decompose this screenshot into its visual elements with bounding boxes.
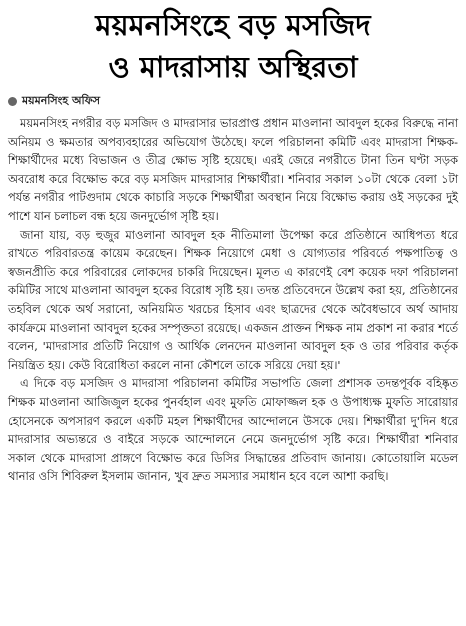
headline-line-1: ময়মনসিংহে বড় মসজিদ xyxy=(95,8,371,42)
byline-text: ময়মনসিংহ অফিস xyxy=(22,94,100,107)
headline xyxy=(8,4,458,88)
paragraph-3: এ দিকে বড় মসজিদ ও মাদরাসা পরিচালনা কমিটির সভাপতি জেলা প্রশাসক তদন্তপূর্বক বহিষ্কৃত শিক্ষক মাওলানা আজিজুল হকের পুনর্বহাল এবং মুফতি মোফাজ্জল হক ও উপাধ্যক্ষ মুফতি সারোয়ার হোসেনকে অপসারণ করলে একটি মহল শিক্ষার্থীদের আন্দোলনে উসকে দেয়। শিক্ষার্থীরা দু'দিন ধরে মাদরাসার অভ্যন্তরে ও বাইরে সড়কে আন্দোলনে নেমে জনদুর্ভোগ সৃষ্টি করে। শিক্ষার্থীরা শনিবার সকাল থেকে মাদরাসা প্রাঙ্গণে বিক্ষোভ করে ডিসির সিদ্ধান্তের প্রতিবাদ জানায়। কোতোয়ালি মডেল থানার ওসি শিবিরুল ইসলাম জানান, খুব দ্রুত সমস্যার সমাধান হবে বলে আশা করছি। xyxy=(8,376,458,484)
headline-line-2: ও মাদরাসায় অস্থিরতা xyxy=(108,50,358,84)
bullet-icon xyxy=(8,97,17,106)
byline xyxy=(8,92,458,111)
paragraph-2: জানা যায়, বড় হুজুর মাওলানা আবদুল হক নীতিমালা উপেক্ষা করে প্রতিষ্ঠানে আধিপত্য ধরে রাখতে পরিবারতন্ত্র কায়েম করেছেন। শিক্ষক নিয়োগে মেধা ও যোগ্যতার পরিবর্তে পক্ষপাতিত্ব ও স্বজনপ্রীতি করে পরিবারের লোকদের চাকরি দিয়েছেন। মূলত এ কারণেই বেশ কয়েক দফা পরিচালনা কমিটির সাথে মাওলানা আবদুল হকের বিরোধ সৃষ্টি হয়। তদন্ত প্রতিবেদনে উল্লেখ করা হয়, প্রতিষ্ঠানের তহবিল থেকে অর্থ সরানো, অনিয়মিত খরচের হিসাব এবং ছাত্রদের থেকে অবৈধভাবে অর্থ আদায় কার্যক্রমে মাওলানা আবদুল হকের সম্পৃক্ততা রয়েছে। একজন প্রাক্তন শিক্ষক নাম প্রকাশ না করার শর্তে বলেন, 'মাদরাসার প্রতিটি নিয়োগ ও আর্থিক লেনদেন মাওলানা আবদুল হক ও তার পরিবার কর্তৃক নিয়ন্ত্রিত হয়। কেউ বিরোধিতা করলে নানা কৌশলে তাকে সরিয়ে দেয়া হয়।' xyxy=(8,227,458,372)
paragraph-1: ময়মনসিংহ নগরীর বড় মসজিদ ও মাদরাসার ভারপ্রাপ্ত প্রধান মাওলানা আবদুল হকের বিরুদ্ধে নানা অনিয়ম ও ক্ষমতার অপব্যবহারের অভিযোগ উঠেছে। ফলে পরিচালনা কমিটি এবং মাদরাসা শিক্ষক-শিক্ষার্থীদের মধ্যে বিভাজন ও তীব্র ক্ষোভ সৃষ্টি হয়েছে। এরই জেরে নগরীতে টানা তিন ঘণ্টা সড়ক অবরোধ করে বিক্ষোভ করে বড় মসজিদ মাদরাসার শিক্ষার্থীরা। শনিবার সকাল ১০টা থেকে বেলা ১টা পর্যন্ত নগরীর পাটগুদাম থেকে কাচারি সড়কে শিক্ষার্থীরা অবস্থান নিয়ে বিক্ষোভ করায় ওই সড়কের দুই পাশে যান চলাচল বন্ধ হয়ে জনদুর্ভোগ সৃষ্টি হয়। xyxy=(8,116,458,223)
